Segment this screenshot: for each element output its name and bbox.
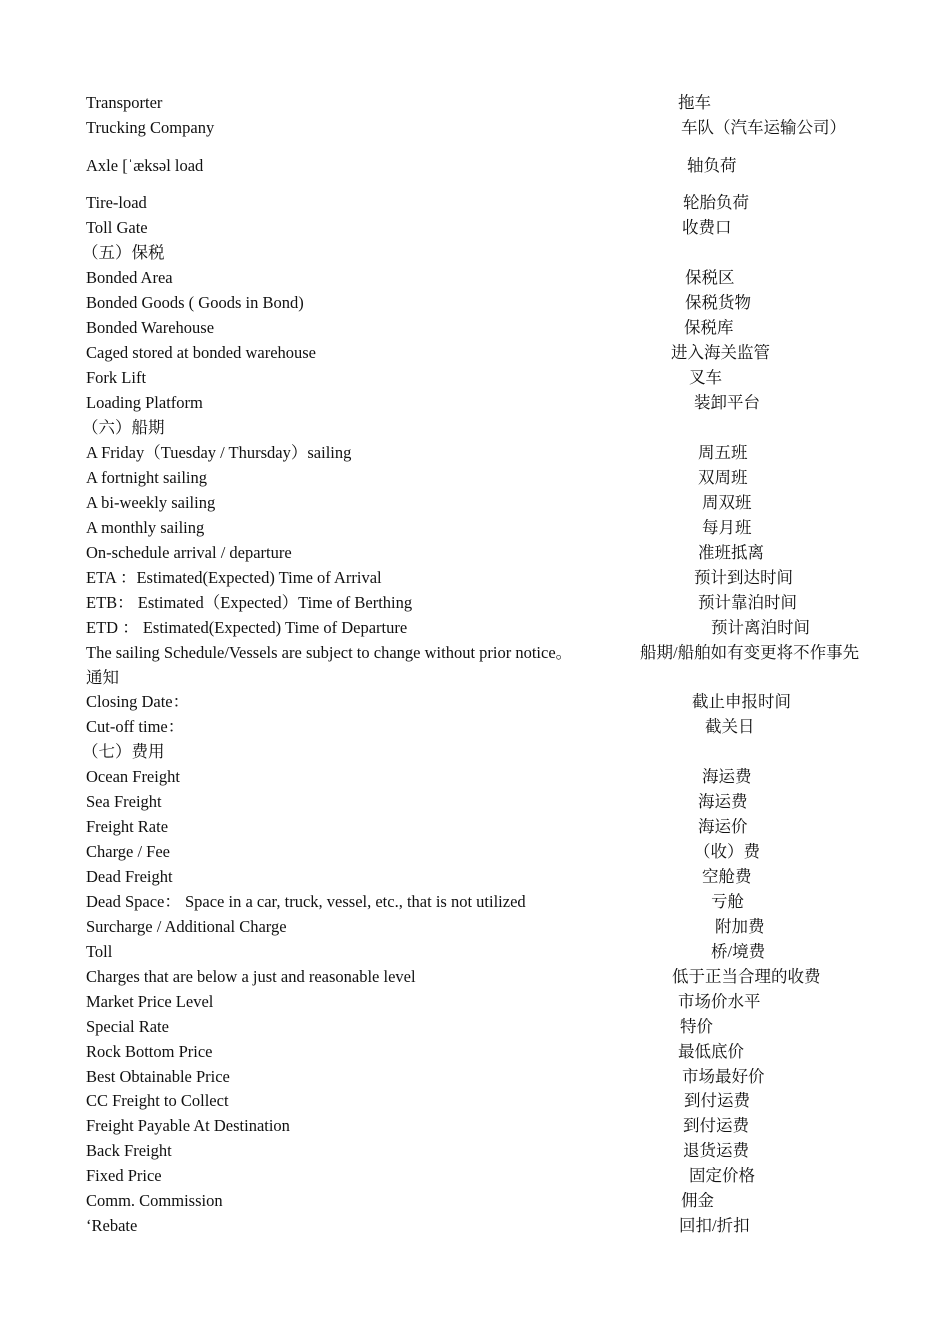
english-term: Dead Freight [86, 867, 173, 886]
chinese-translation: 装卸平台 [694, 393, 760, 412]
chinese-translation: 周双班 [702, 493, 752, 512]
chinese-translation: 到付运费 [683, 1116, 749, 1135]
english-term: CC Freight to Collect [86, 1091, 229, 1110]
english-term: Axle [ˈæksəl load [86, 156, 204, 175]
english-term: A monthly sailing [86, 518, 205, 537]
english-term: ETB： Estimated（Expected）Time of Berthing [86, 593, 413, 612]
chinese-translation: 回扣/折扣 [679, 1216, 750, 1235]
english-term: Rock Bottom Price [86, 1042, 213, 1061]
chinese-translation: 海运费 [702, 767, 752, 786]
english-term: Best Obtainable Price [86, 1067, 230, 1086]
chinese-translation: 预计离泊时间 [711, 618, 810, 637]
english-term: ETA ：Estimated(Expected) Time of Arrival [86, 568, 382, 587]
english-term: Surcharge / Additional Charge [86, 917, 287, 936]
chinese-translation: 亏舱 [711, 892, 744, 911]
chinese-translation: 保税货物 [685, 293, 751, 312]
english-term: Sea Freight [86, 792, 162, 811]
english-term: Charge / Fee [86, 842, 171, 861]
chinese-translation: 特价 [680, 1017, 713, 1036]
english-term: On-schedule arrival / departure [86, 543, 292, 562]
chinese-translation: 到付运费 [684, 1091, 750, 1110]
chinese-translation: 拖车 [678, 93, 711, 112]
chinese-translation: 保税区 [685, 268, 735, 287]
english-term: The sailing Schedule/Vessels are subject to change without prior notice。 [86, 643, 573, 662]
chinese-translation: 预计到达时间 [694, 568, 793, 587]
english-term: Bonded Area [86, 268, 173, 287]
english-term: Freight Rate [86, 817, 169, 836]
english-term: Bonded Goods ( Goods in Bond) [86, 293, 304, 312]
english-term: Dead Space： Space in a car, truck, vessel, etc., that is not utilized [86, 892, 526, 911]
chinese-translation: 佣金 [681, 1191, 714, 1210]
chinese-translation: 每月班 [702, 518, 752, 537]
english-term: Caged stored at bonded warehouse [86, 343, 317, 362]
section-heading: （六）船期 [82, 418, 165, 437]
chinese-translation: 周五班 [698, 443, 748, 462]
english-term: Fixed Price [86, 1166, 162, 1185]
english-term: Toll Gate [86, 218, 148, 237]
chinese-translation: 船期/船舶如有变更将不作事先 [640, 643, 860, 662]
chinese-translation: 轮胎负荷 [683, 193, 749, 212]
english-term: Back Freight [86, 1141, 172, 1160]
english-term: Special Rate [86, 1017, 169, 1036]
chinese-translation: 轴负荷 [687, 156, 737, 175]
chinese-translation: 准班抵离 [698, 543, 764, 562]
english-term: Fork Lift [86, 368, 147, 387]
chinese-translation: 海运价 [698, 817, 748, 836]
english-term: Ocean Freight [86, 767, 180, 786]
english-term: Cut-off time： [86, 717, 185, 736]
english-term: A Friday（Tuesday / Thursday）sailing [86, 443, 352, 462]
chinese-translation: 进入海关监管 [671, 343, 770, 362]
english-term: ‘Rebate [86, 1216, 138, 1235]
english-term: Transporter [86, 93, 163, 112]
chinese-translation: 最低底价 [678, 1042, 744, 1061]
chinese-translation: 低于正当合理的收费 [672, 967, 821, 986]
english-term: Trucking Company [86, 118, 215, 137]
english-term: Comm. Commission [86, 1191, 223, 1210]
chinese-translation: （收）费 [694, 842, 760, 861]
english-term: Toll [86, 942, 113, 961]
chinese-translation: 收费口 [682, 218, 732, 237]
english-term: Charges that are below a just and reasonable level [86, 967, 416, 986]
section-heading: （五）保税 [82, 243, 165, 262]
chinese-translation: 车队（汽车运输公司） [681, 118, 846, 137]
english-term: Tire-load [86, 193, 147, 212]
chinese-translation: 附加费 [715, 917, 765, 936]
chinese-translation: 空舱费 [702, 867, 752, 886]
english-term: A bi-weekly sailing [86, 493, 216, 512]
chinese-translation: 桥/境费 [711, 942, 766, 961]
english-term: A fortnight sailing [86, 468, 207, 487]
chinese-translation: 预计靠泊时间 [698, 593, 797, 612]
chinese-translation: 截关日 [705, 717, 755, 736]
chinese-translation: 退货运费 [683, 1141, 749, 1160]
section-heading: （七）费用 [82, 742, 165, 761]
chinese-translation: 市场价水平 [678, 992, 761, 1011]
chinese-translation: 叉车 [689, 368, 722, 387]
chinese-translation: 截止申报时间 [692, 692, 791, 711]
chinese-translation: 固定价格 [689, 1166, 755, 1185]
chinese-translation: 保税库 [684, 318, 734, 337]
chinese-translation: 市场最好价 [682, 1067, 765, 1086]
chinese-translation: 海运费 [698, 792, 748, 811]
chinese-translation: 双周班 [698, 468, 748, 487]
english-term: ETD ： Estimated(Expected) Time of Departure [86, 618, 408, 637]
english-term: Bonded Warehouse [86, 318, 215, 337]
english-term: Freight Payable At Destination [86, 1116, 290, 1135]
english-term: Market Price Level [86, 992, 214, 1011]
english-term: Loading Platform [86, 393, 203, 412]
english-term: Closing Date： [86, 692, 190, 711]
chinese-translation-continued: 通知 [86, 668, 119, 687]
